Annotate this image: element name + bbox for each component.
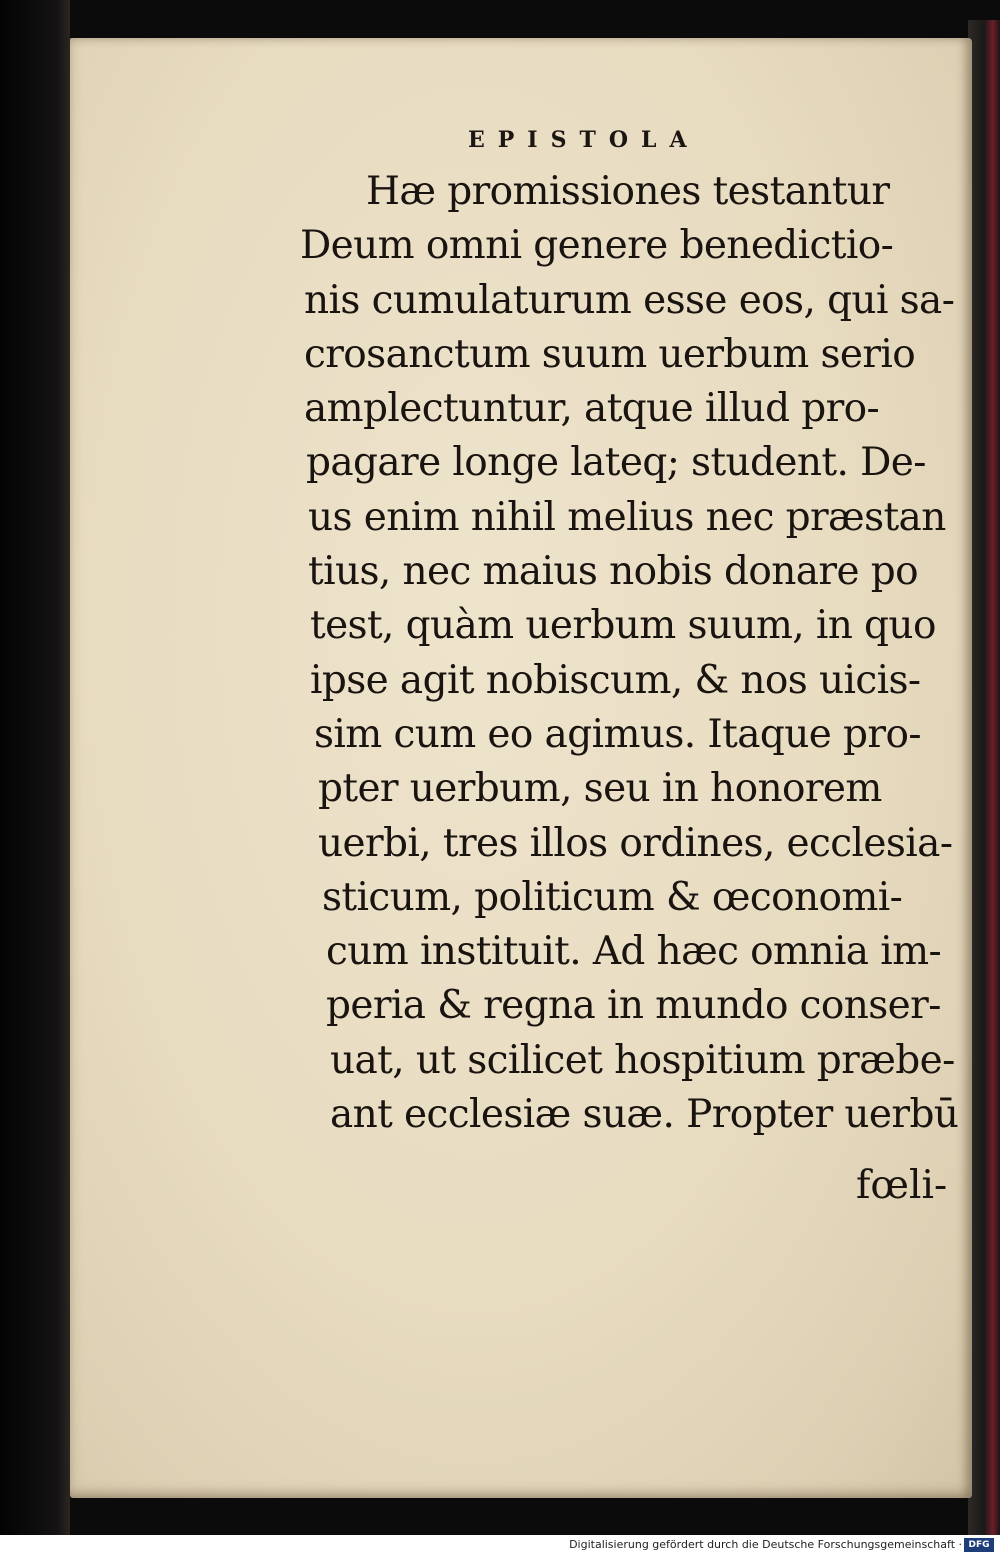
text-line: crosanctum suum uerbum serio bbox=[304, 331, 916, 377]
text-line: Deum omni genere benedictio- bbox=[300, 223, 894, 269]
text-line: uerbi, tres illos ordines, ecclesia- bbox=[318, 820, 953, 866]
text-line: peria & regna in mundo conser- bbox=[326, 983, 941, 1029]
text-line: Hæ promissiones testantur bbox=[366, 169, 890, 214]
funding-note: Digitalisierung gefördert durch die Deutsche Forschungsgemeinschaft · bbox=[569, 1538, 962, 1551]
dfg-logo: DFG bbox=[964, 1538, 994, 1552]
text-line: pagare longe lateq; student. De- bbox=[306, 440, 926, 486]
text-line: us enim nihil melius nec præstan bbox=[308, 494, 946, 540]
text-line: test, quàm uerbum suum, in quo bbox=[310, 603, 936, 649]
text-line: tius, nec maius nobis donare po bbox=[308, 549, 918, 595]
text-line: ant ecclesiæ suæ. Propter uerbū bbox=[330, 1092, 959, 1138]
text-line: sim cum eo agimus. Itaque pro- bbox=[314, 711, 921, 757]
running-head: EPISTOLA bbox=[468, 127, 700, 153]
text-line: uat, ut scilicet hospitium præbe- bbox=[330, 1037, 955, 1083]
page-body-text bbox=[300, 165, 960, 1142]
book-spine-edge bbox=[968, 20, 1000, 1540]
text-line: pter uerbum, seu in honorem bbox=[318, 766, 882, 812]
text-line: cum instituit. Ad hæc omnia im- bbox=[326, 929, 942, 975]
text-line: sticum, politicum & œconomi- bbox=[322, 874, 903, 920]
text-line: nis cumulaturum esse eos, qui sa- bbox=[304, 277, 955, 323]
text-line: amplectuntur, atque illud pro- bbox=[304, 386, 880, 432]
book-binding-edge bbox=[0, 0, 70, 1535]
text-line: ipse agit nobiscum, & nos uicis- bbox=[310, 657, 921, 703]
catchword: fœli- bbox=[856, 1163, 948, 1208]
